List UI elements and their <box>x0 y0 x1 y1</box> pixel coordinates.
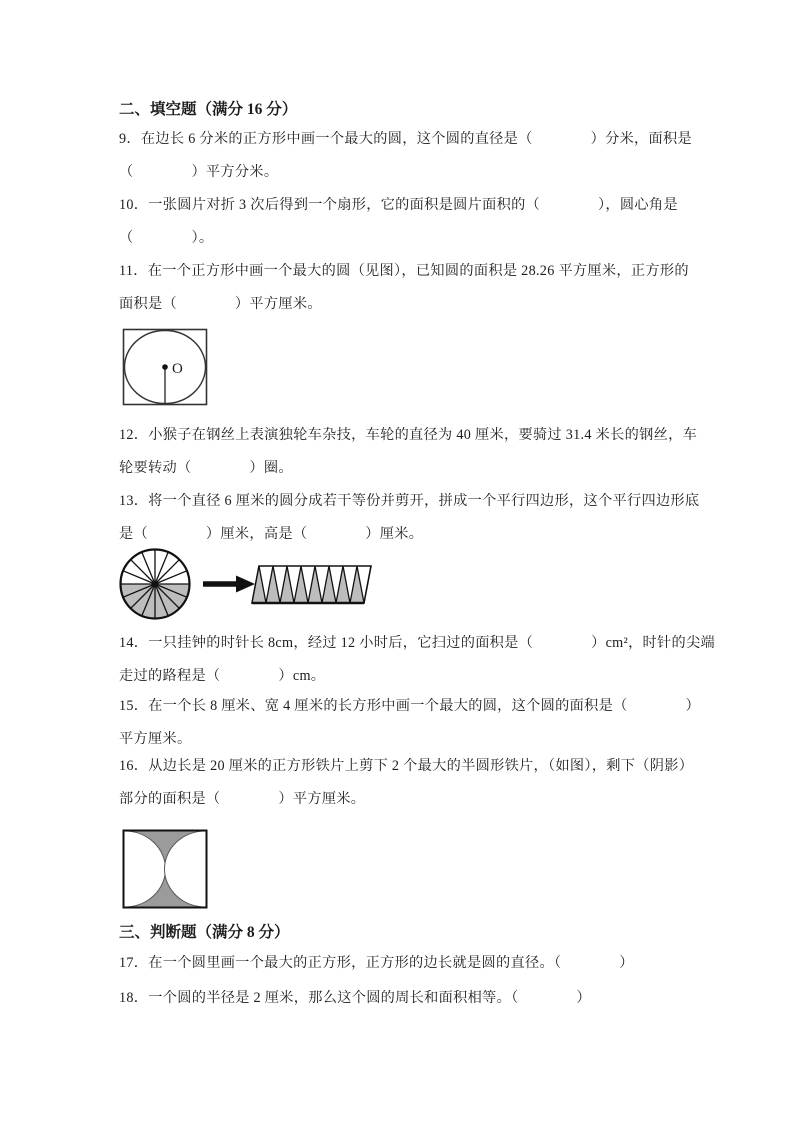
question-9-line-1: 9．在边长 6 分米的正方形中画一个最大的圆，这个圆的直径是（ ）分米，面积是 <box>119 131 693 147</box>
arrow-icon <box>203 576 255 593</box>
section-heading-true-false: 三、判断题（满分 8 分） <box>119 924 290 941</box>
question-14-line-2: 走过的路程是（ ）cm。 <box>119 668 326 684</box>
center-label: O <box>172 361 183 377</box>
figure-inscribed-circle <box>122 328 208 411</box>
question-16-line-1: 16．从边长是 20 厘米的正方形铁片上剪下 2 个最大的半圆形铁片，（如图），剩下（阴影） <box>119 758 694 774</box>
question-9-line-2: （ ）平方分米。 <box>119 164 279 180</box>
question-11-line-2: 面积是（ ）平方厘米。 <box>119 296 322 312</box>
question-17-line-1: 17．在一个圆里画一个最大的正方形，正方形的边长就是圆的直径。（ ） <box>119 955 634 971</box>
question-13-line-1: 13．将一个直径 6 厘米的圆分成若干等份并剪开，拼成一个平行四边形，这个平行四边形底 <box>119 493 700 509</box>
section-heading-fill-in-blank: 二、填空题（满分 16 分） <box>119 101 298 118</box>
question-15-line-2: 平方厘米。 <box>119 731 192 747</box>
question-10-line-2: （ ）。 <box>119 230 214 246</box>
question-11-line-1: 11．在一个正方形中画一个最大的圆（见图），已知圆的面积是 28.26 平方厘米，正方形的 <box>119 263 689 279</box>
question-15-line-1: 15．在一个长 8 厘米、宽 4 厘米的长方形中画一个最大的圆，这个圆的面积是（ ） <box>119 698 701 714</box>
figure-square-minus-semicircles <box>122 829 208 914</box>
question-16-line-2: 部分的面积是（ ）平方厘米。 <box>119 791 366 807</box>
question-12-line-2: 轮要转动（ ）圈。 <box>119 460 293 476</box>
question-12-line-1: 12．小猴子在钢丝上表演独轮车杂技，车轮的直径为 40 厘米，要骑过 31.4 米长的钢丝，车 <box>119 427 698 443</box>
question-13-line-2: 是（ ）厘米，高是（ ）厘米。 <box>119 526 424 542</box>
question-18-line-1: 18．一个圆的半径是 2 厘米，那么这个圆的周长和面积相等。（ ） <box>119 990 591 1006</box>
question-10-line-1: 10．一张圆片对折 3 次后得到一个扇形，它的面积是圆片面积的（ ），圆心角是 <box>119 197 678 213</box>
figure-circle-to-parallelogram <box>119 548 375 625</box>
center-dot <box>162 364 168 370</box>
question-14-line-1: 14．一只挂钟的时针长 8cm，经过 12 小时后，它扫过的面积是（ ）cm²，时针的尖端 <box>119 635 715 651</box>
